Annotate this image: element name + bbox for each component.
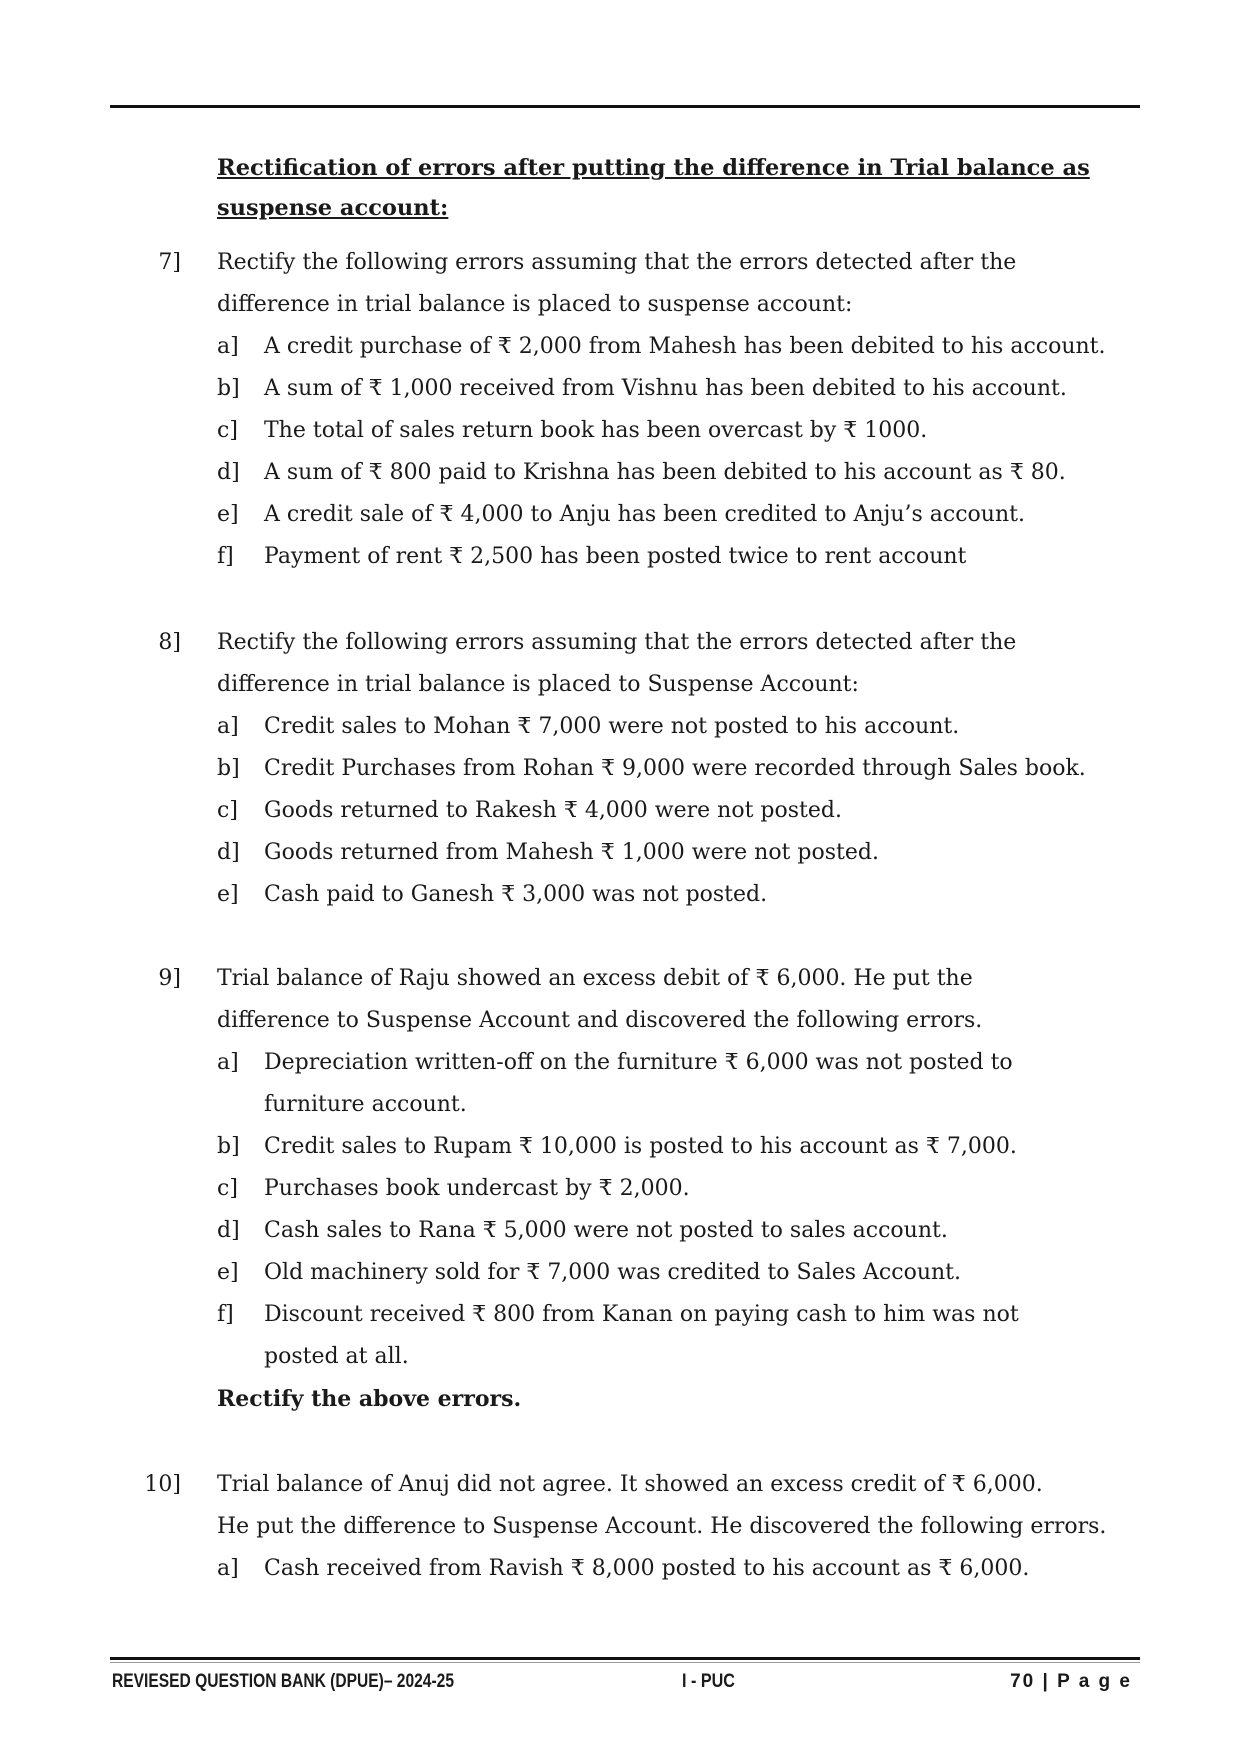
error-item-text (264, 1252, 1144, 1294)
error-item-line: Cash sales to Rana ₹ 5,000 were not posted to sales account. (264, 1218, 948, 1243)
error-item-label: c] (217, 418, 238, 443)
section-heading-line-2: suspense account: (217, 195, 449, 221)
error-item-label: e] (217, 882, 239, 907)
question-text (217, 958, 1147, 1042)
page-footer (112, 1662, 1132, 1702)
error-item-label: a] (217, 1556, 239, 1581)
error-item-line: furniture account. (264, 1092, 467, 1117)
error-item-label: f] (217, 544, 234, 569)
error-item-label: b] (217, 376, 240, 401)
question-text (217, 242, 1147, 326)
question-instruction: Rectify the above errors. (217, 1386, 522, 1412)
error-item-text (264, 410, 1144, 452)
error-item-line: Purchases book undercast by ₹ 2,000. (264, 1176, 690, 1201)
error-item-label: b] (217, 756, 240, 781)
error-item-text (264, 1294, 1144, 1378)
error-item-label: a] (217, 714, 239, 739)
question-number: 10] (144, 1472, 181, 1497)
error-item-label: e] (217, 502, 239, 527)
section-heading-line-1: Rectification of errors after putting the difference in Trial balance as (217, 155, 1090, 181)
question-text-line: Trial balance of Anuj did not agree. It showed an excess credit of ₹ 6,000. (217, 1472, 1043, 1497)
error-item-line: Goods returned to Rakesh ₹ 4,000 were not posted. (264, 798, 842, 823)
error-item-text (264, 494, 1144, 536)
error-item-line: A sum of ₹ 1,000 received from Vishnu has been debited to his account. (264, 376, 1067, 401)
error-item-line: Credit Purchases from Rohan ₹ 9,000 were recorded through Sales book. (264, 756, 1086, 781)
error-item-label: c] (217, 798, 238, 823)
error-item-label: b] (217, 1134, 240, 1159)
question-text (217, 622, 1147, 706)
error-item-label: d] (217, 840, 240, 865)
footer-title: REVIESED QUESTION BANK (DPUE)– 2024-25 (112, 1671, 454, 1692)
error-item-text (264, 832, 1144, 874)
error-item-text (264, 1210, 1144, 1252)
error-item-text (264, 1168, 1144, 1210)
error-item-text (264, 536, 1144, 578)
error-item-line: Goods returned from Mahesh ₹ 1,000 were not posted. (264, 840, 879, 865)
error-item-label: d] (217, 460, 240, 485)
question-text-line: Rectify the following errors assuming that the errors detected after the (217, 630, 1017, 655)
error-item-text (264, 1126, 1144, 1168)
question-number: 8] (158, 630, 181, 655)
error-item-line: A credit purchase of ₹ 2,000 from Mahesh has been debited to his account. (264, 334, 1106, 359)
question-text-line: Trial balance of Raju showed an excess debit of ₹ 6,000. He put the (217, 966, 973, 991)
error-item-line: Old machinery sold for ₹ 7,000 was credited to Sales Account. (264, 1260, 961, 1285)
error-item-text (264, 874, 1144, 916)
error-item-line: A credit sale of ₹ 4,000 to Anju has been credited to Anju’s account. (264, 502, 1025, 527)
error-item-line: Cash received from Ravish ₹ 8,000 posted to his account as ₹ 6,000. (264, 1556, 1030, 1581)
error-item-label: e] (217, 1260, 239, 1285)
error-item-line: Cash paid to Ganesh ₹ 3,000 was not posted. (264, 882, 768, 907)
error-item-label: a] (217, 1050, 239, 1075)
question-text-line: Rectify the following errors assuming that the errors detected after the (217, 250, 1017, 275)
error-item-label: f] (217, 1302, 234, 1327)
footer-rule (110, 1657, 1140, 1660)
error-item-line: Depreciation written-off on the furniture ₹ 6,000 was not posted to (264, 1050, 1013, 1075)
section-heading (217, 148, 1117, 228)
error-item-line: The total of sales return book has been overcast by ₹ 1000. (264, 418, 928, 443)
question-text (217, 1464, 1147, 1548)
error-item-text (264, 1042, 1144, 1126)
question-number: 9] (158, 966, 181, 991)
error-item-text (264, 452, 1144, 494)
question-text-line: difference to Suspense Account and discovered the following errors. (217, 1008, 983, 1033)
error-item-line: Credit sales to Rupam ₹ 10,000 is posted to his account as ₹ 7,000. (264, 1134, 1017, 1159)
error-item-line: posted at all. (264, 1344, 409, 1369)
error-item-text (264, 790, 1144, 832)
error-item-line: Discount received ₹ 800 from Kanan on paying cash to him was not (264, 1302, 1019, 1327)
error-item-label: d] (217, 1218, 240, 1243)
question-text-line: difference in trial balance is placed to Suspense Account: (217, 672, 859, 697)
error-item-line: Payment of rent ₹ 2,500 has been posted twice to rent account (264, 544, 967, 569)
question-text-line: difference in trial balance is placed to suspense account: (217, 292, 853, 317)
error-item-text (264, 326, 1144, 368)
error-item-text (264, 706, 1144, 748)
header-rule (110, 105, 1140, 108)
question-text-line: He put the difference to Suspense Account. He discovered the following errors. (217, 1514, 1107, 1539)
error-item-label: a] (217, 334, 239, 359)
footer-class: I - PUC (682, 1671, 735, 1692)
footer-page-number: 70 | P a g e (1010, 1671, 1132, 1692)
error-item-line: A sum of ₹ 800 paid to Krishna has been debited to his account as ₹ 80. (264, 460, 1066, 485)
error-item-line: Credit sales to Mohan ₹ 7,000 were not posted to his account. (264, 714, 960, 739)
error-item-text (264, 1548, 1144, 1590)
error-item-label: c] (217, 1176, 238, 1201)
question-number: 7] (158, 250, 181, 275)
error-item-text (264, 368, 1144, 410)
error-item-text (264, 748, 1144, 790)
